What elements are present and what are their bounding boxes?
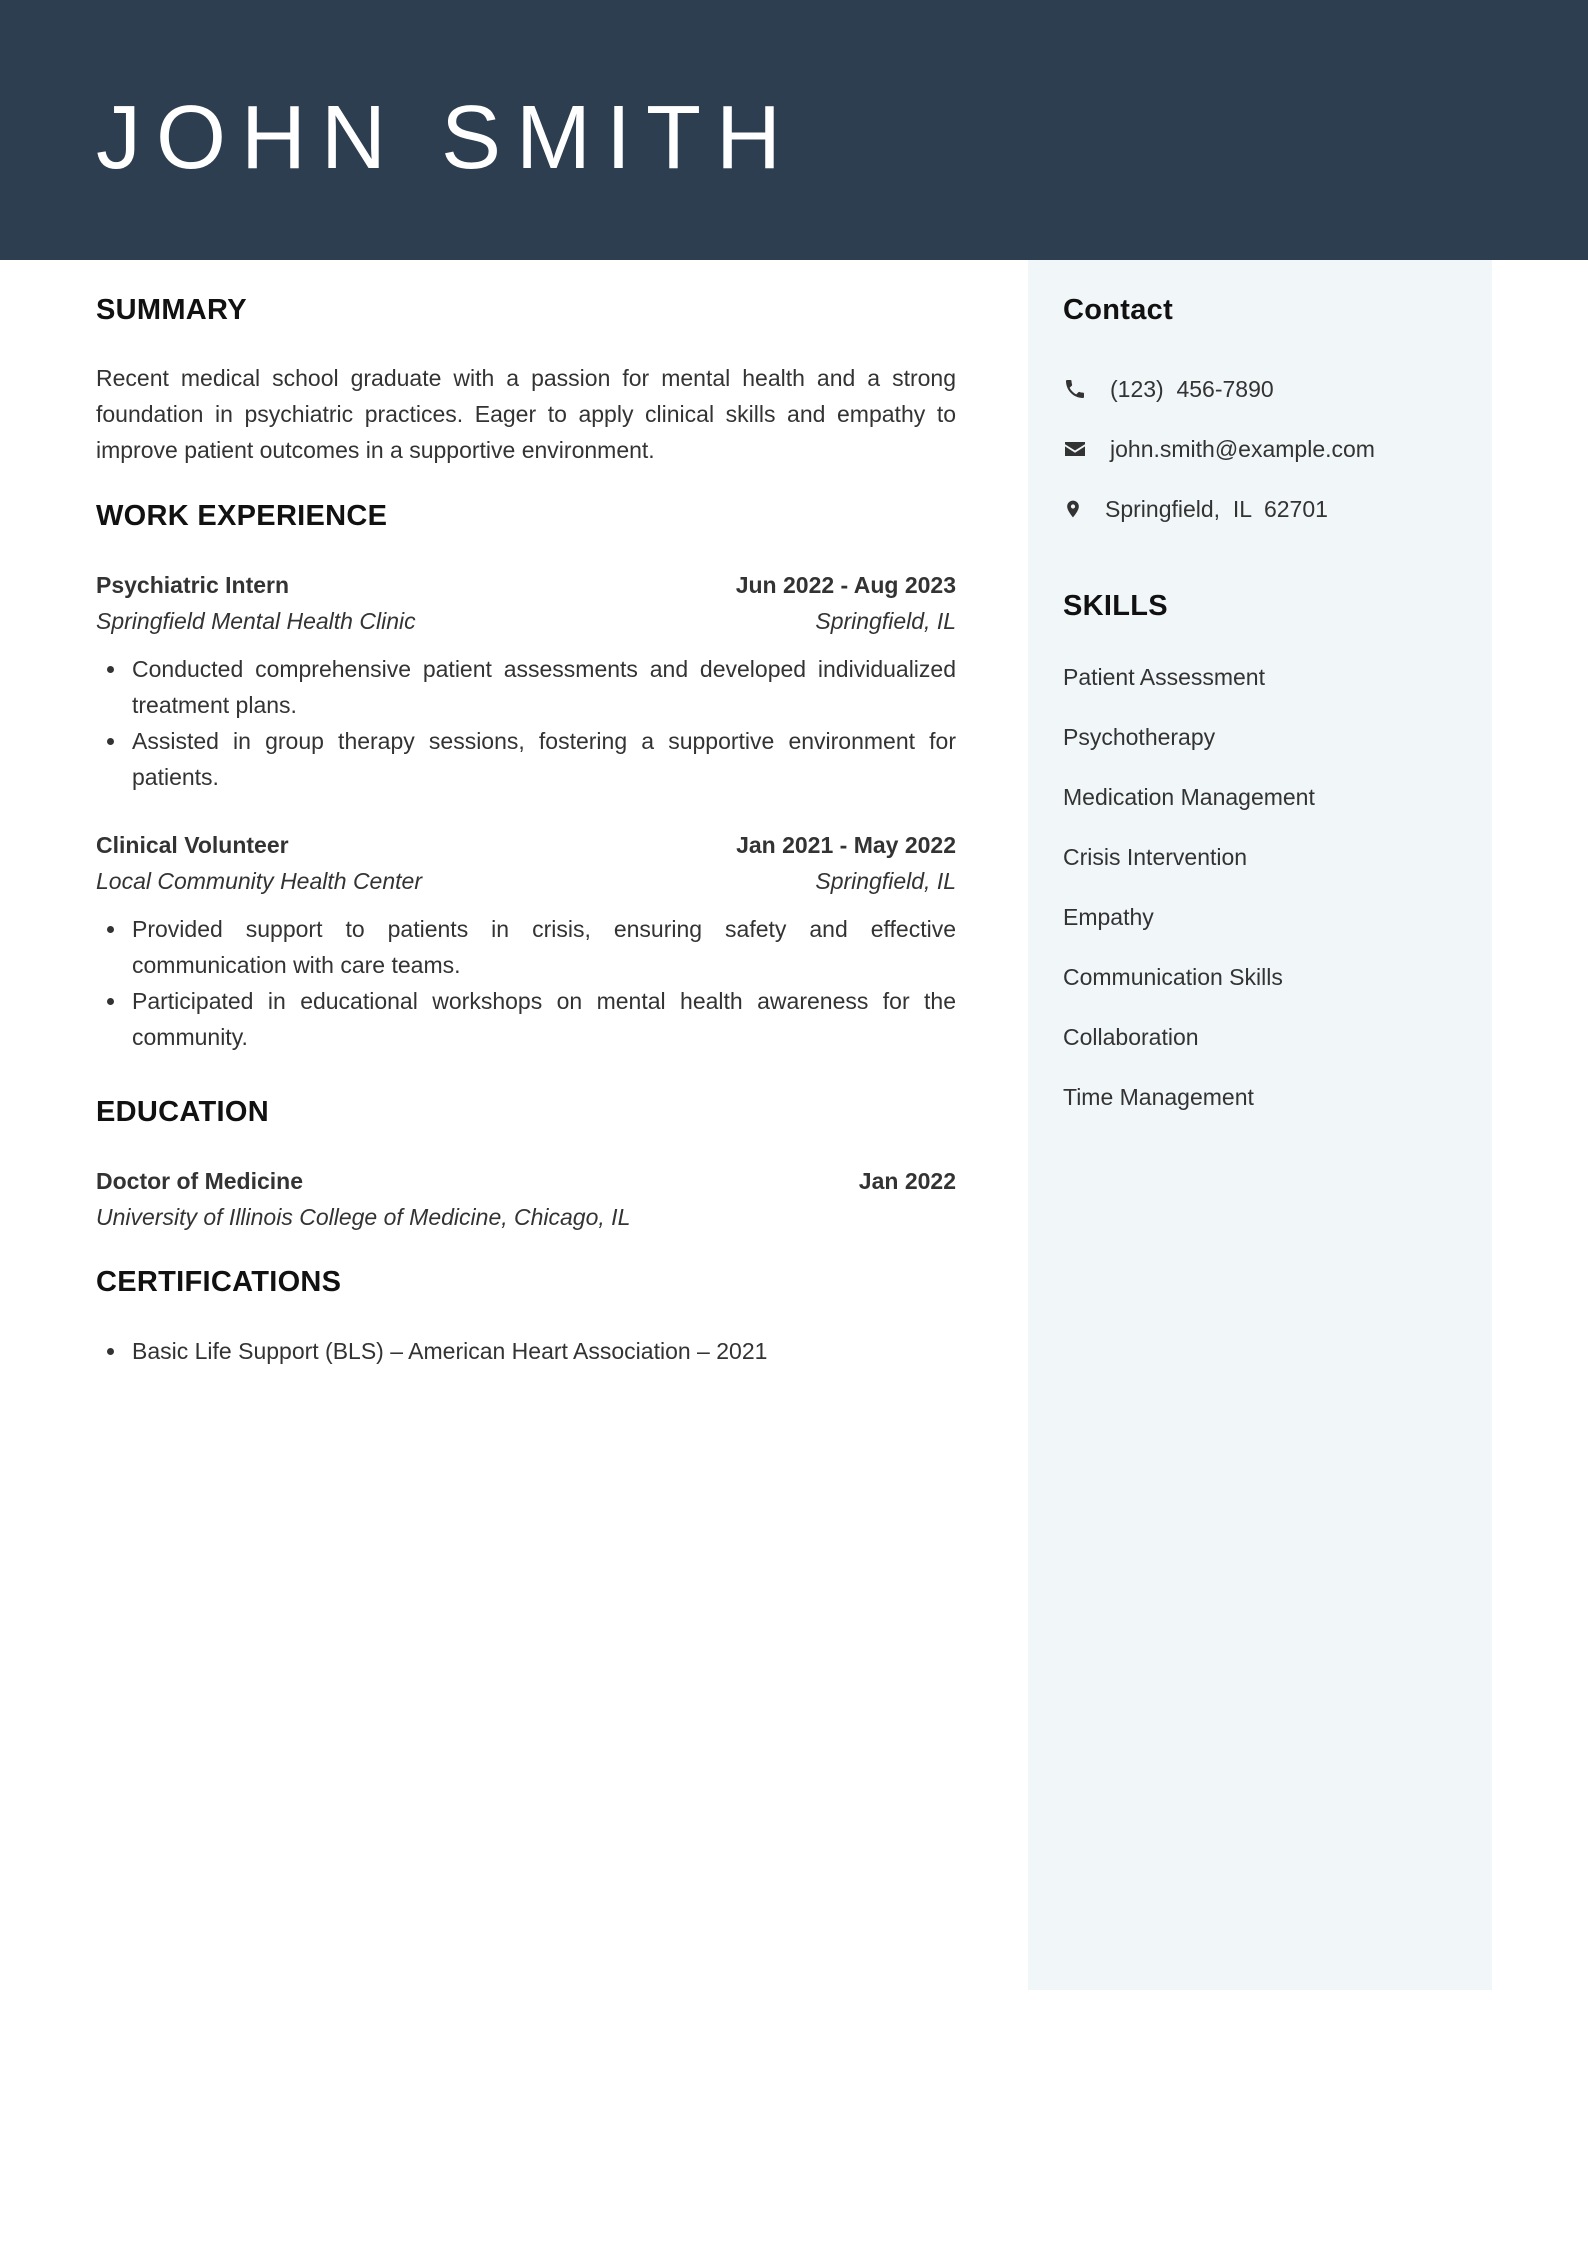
skill-item: Crisis Intervention (1063, 844, 1248, 870)
job-bullets (96, 651, 956, 795)
job-bullets (96, 911, 956, 1055)
phone-icon (1063, 377, 1087, 401)
summary-heading: SUMMARY (96, 294, 247, 326)
list-item: Basic Life Support (BLS) – American Heart Association – 2021 (96, 1333, 956, 1369)
education-date: Jan 2022 (858, 1168, 956, 1194)
school: University of Illinois College of Medicine, Chicago, IL (96, 1204, 631, 1230)
list-item: Assisted in group therapy sessions, fostering a supportive environment for patients. (96, 723, 956, 795)
list-item: Provided support to patients in crisis, ensuring safety and effective communication with care teams. (96, 911, 956, 983)
resume-header (0, 0, 1588, 260)
skill-item: Communication Skills (1063, 964, 1283, 990)
skill-item: Empathy (1063, 904, 1154, 930)
education-heading: EDUCATION (96, 1096, 269, 1128)
skills-heading: SKILLS (1063, 590, 1168, 622)
list-item: Conducted comprehensive patient assessments and developed individualized treatment plans. (96, 651, 956, 723)
job-location: Springfield, IL (815, 868, 956, 894)
skill-item: Medication Management (1063, 784, 1315, 810)
certifications-heading: CERTIFICATIONS (96, 1266, 342, 1298)
contact-location (1063, 491, 1328, 527)
contact-email (1063, 431, 1375, 467)
candidate-name: JOHN SMITH (96, 88, 796, 188)
envelope-icon (1063, 437, 1087, 461)
phone-text: (123) 456-7890 (1110, 375, 1274, 402)
skill-item: Psychotherapy (1063, 724, 1216, 750)
job-title: Clinical Volunteer (96, 832, 289, 858)
job-location: Springfield, IL (815, 608, 956, 634)
summary-text: Recent medical school graduate with a passion for mental health and a strong foundation in psychiatric practices. Eager to apply clinical skills and empathy to improve patient outcomes in a supportive environment. (96, 365, 956, 463)
education-entry (96, 1163, 956, 1235)
location-text: Springfield, IL 62701 (1105, 495, 1328, 522)
degree: Doctor of Medicine (96, 1168, 304, 1194)
work-experience-heading: WORK EXPERIENCE (96, 500, 388, 532)
job-dates: Jun 2022 - Aug 2023 (735, 572, 956, 598)
sidebar (1028, 260, 1492, 1990)
job-organization: Springfield Mental Health Clinic (96, 608, 416, 634)
job-entry (96, 827, 956, 1055)
skill-item: Time Management (1063, 1084, 1254, 1110)
certifications-list (96, 1333, 956, 1369)
skill-item: Collaboration (1063, 1024, 1199, 1050)
contact-heading: Contact (1063, 294, 1174, 326)
list-item: Participated in educational workshops on mental health awareness for the community. (96, 983, 956, 1055)
email-text: john.smith@example.com (1110, 435, 1375, 462)
skill-item: Patient Assessment (1063, 664, 1265, 690)
job-dates: Jan 2021 - May 2022 (736, 832, 956, 858)
contact-phone (1063, 371, 1274, 407)
job-organization: Local Community Health Center (96, 868, 422, 894)
job-entry (96, 567, 956, 795)
job-title: Psychiatric Intern (96, 572, 290, 598)
map-pin-icon (1063, 497, 1083, 521)
